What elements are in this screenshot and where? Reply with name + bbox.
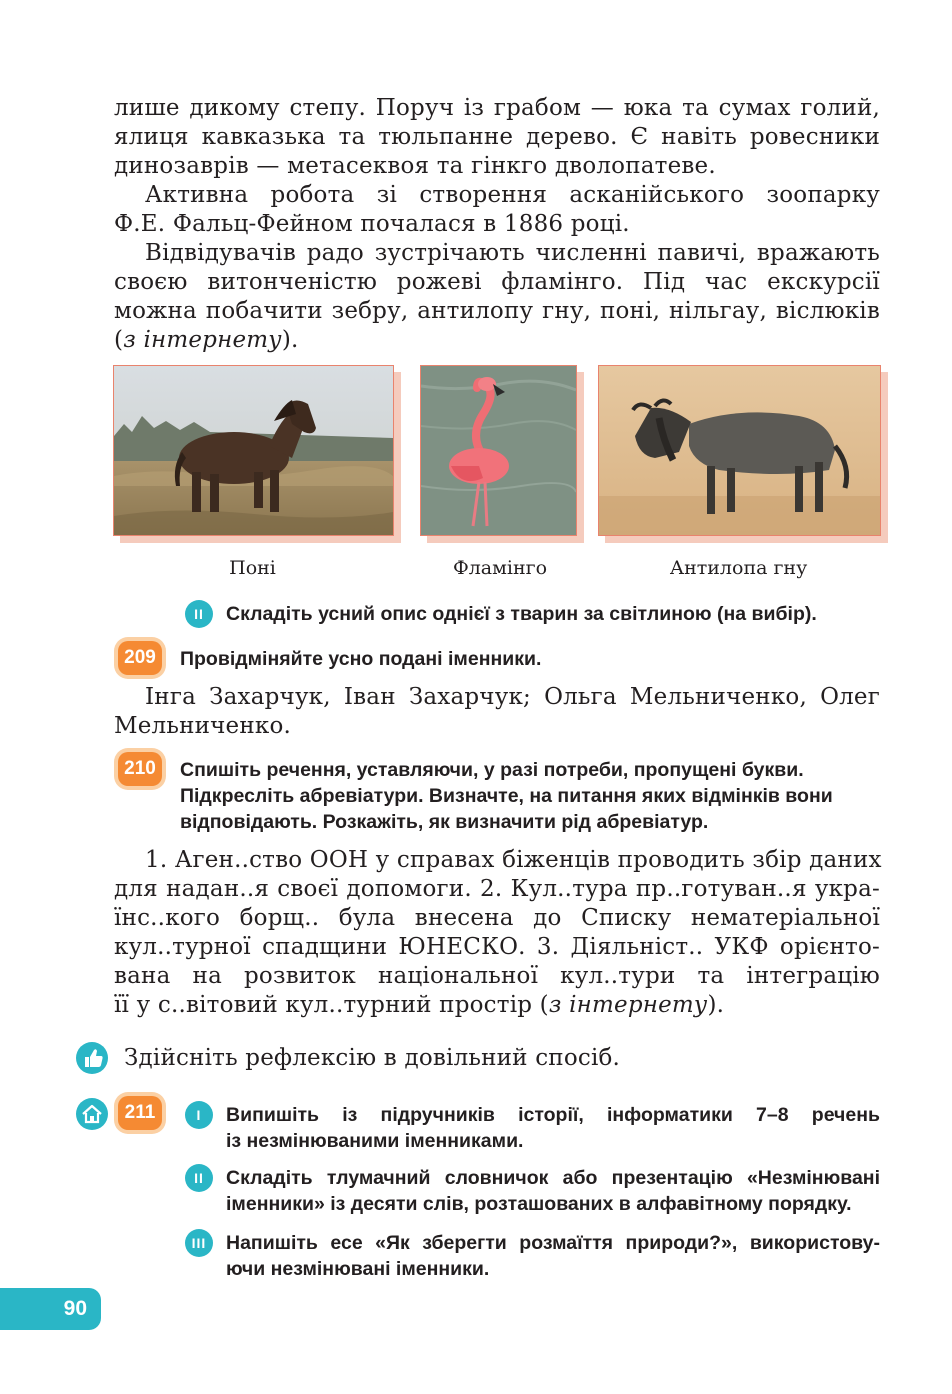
thumbs-up-icon xyxy=(76,1042,108,1074)
zoo-paragraph xyxy=(114,181,880,239)
level-badge: II xyxy=(185,1164,213,1192)
photo-caption: Фламінго xyxy=(452,557,548,579)
visitors-paragraph xyxy=(114,239,880,355)
task-text xyxy=(226,1230,880,1282)
text-line: можна побачити зебру, антилопу гну, поні, нільгау, віслюків xyxy=(114,298,880,324)
text-fragment: її у с..вітовий кул..турний простір ( xyxy=(114,992,549,1018)
task-text xyxy=(226,1165,880,1217)
paren-open: ( xyxy=(114,327,124,353)
text-line: Мельниченко. xyxy=(114,713,292,739)
task-line: Напишіть есе «Як зберегти розмаїття природи?», використову- xyxy=(226,1232,880,1254)
pony-illustration xyxy=(114,366,393,535)
task-line: іменники» із десяти слів, розташованих в алфавітному порядку. xyxy=(226,1193,852,1215)
text-line xyxy=(114,991,880,1020)
level-badge: III xyxy=(185,1229,213,1257)
task-line: із незмінюваними іменниками. xyxy=(226,1130,524,1152)
flamingo-photo xyxy=(420,365,577,536)
text-line: їнс..кого борщ.. була внесена до Списку нематеріальної xyxy=(114,905,880,931)
text-line: вана на розвиток національної кул..тури та інтеграцію xyxy=(114,963,880,989)
intro-paragraph xyxy=(114,94,880,181)
exercise-number-badge: 210 xyxy=(118,752,162,786)
exercise-209-text xyxy=(114,683,880,741)
source-note: з інтернету xyxy=(548,992,708,1018)
task-line: Випишіть із підручників історії, інформатики 7–8 речень xyxy=(226,1104,880,1126)
exercise-instruction xyxy=(180,757,880,835)
photo-caption: Антилопа гну xyxy=(669,557,808,579)
paren-close: ). xyxy=(281,327,299,353)
task-line: Складіть тлумачний словничок або презентацію «Незмінювані xyxy=(226,1167,880,1189)
text-line: 1. Аген..ство ООН у справах біженців проводить збір даних xyxy=(145,847,882,873)
text-line xyxy=(114,326,880,355)
page-number: 90 xyxy=(0,1288,101,1330)
source-note: з інтернету xyxy=(123,327,282,353)
text-line: для надан..я своєї допомоги. 2. Кул..тура пр..готуван..я укра- xyxy=(114,876,880,902)
text-line: кул..турної спадщини ЮНЕСКО. 3. Діяльніст.. УКФ орієнто- xyxy=(114,934,880,960)
level-badge: I xyxy=(185,1101,213,1129)
exercise-number-badge: 211 xyxy=(118,1096,162,1130)
task-line: ючи незмінювані іменники. xyxy=(226,1258,490,1280)
flamingo-illustration xyxy=(421,366,576,535)
house-icon xyxy=(76,1098,108,1130)
instruction-line: Підкресліть абревіатури. Визначте, на питання яких відмінків вони xyxy=(180,785,833,807)
photo-caption: Поні xyxy=(229,557,276,579)
text-line: Інга Захарчук, Іван Захарчук; Ольга Мельниченко, Олег xyxy=(145,684,880,710)
instruction-line: відповідають. Розкажіть, як визначити рід абревіатур. xyxy=(180,811,709,833)
pony-photo xyxy=(113,365,394,536)
level-badge: II xyxy=(185,600,213,628)
exercise-instruction: Провідміняйте усно подані іменники. xyxy=(180,648,542,670)
text-line: динозаврів — метасеквоя та гінкго дволопатеве. xyxy=(114,153,716,179)
text-line: лише дикому степу. Поруч із грабом — юка та сумах голий, xyxy=(114,95,880,121)
text-fragment: ). xyxy=(707,992,725,1018)
instruction-line: Спишіть речення, уставляючи, у разі потреби, пропущені букви. xyxy=(180,759,804,781)
task-text: Складіть усний опис однієї з тварин за світлиною (на вибір). xyxy=(226,603,817,625)
exercise-number-badge: 209 xyxy=(118,641,162,675)
exercise-210-text xyxy=(114,846,880,1020)
wildebeest-illustration xyxy=(599,366,880,535)
wildebeest-photo xyxy=(598,365,881,536)
text-line: ялиця кавказька та тюльпанне дерево. Є навіть ровесники xyxy=(114,124,880,150)
task-text xyxy=(226,1102,880,1154)
reflection-text: Здійсніть рефлексію в довільний спосіб. xyxy=(124,1045,621,1071)
text-line: Ф.Е. Фальц-Фейном почалася в 1886 році. xyxy=(114,211,630,237)
text-line: своєю витонченістю рожеві фламінго. Під час екскурсії xyxy=(114,269,880,295)
text-line: Активна робота зі створення асканійського зоопарку xyxy=(145,182,880,208)
text-line: Відвідувачів радо зустрічають численні павичі, вражають xyxy=(145,240,880,266)
